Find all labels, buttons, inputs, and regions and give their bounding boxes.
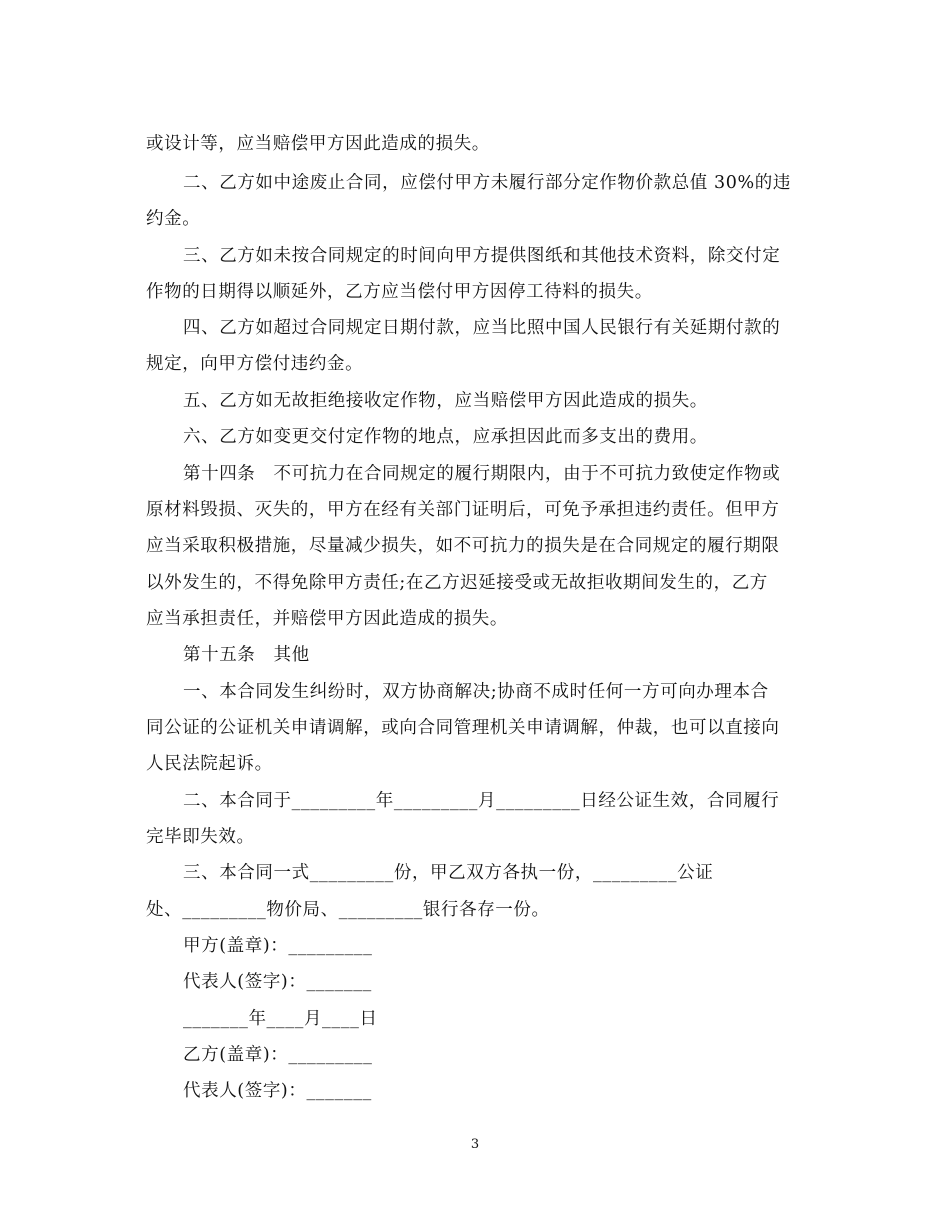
paragraph-line: 五、乙方如无故拒绝接收定作物，应当赔偿甲方因此造成的损失。 [183,391,708,411]
paragraph-line: 人民法院起诉。 [146,754,273,774]
signature-date: _______年____月____日 [183,1009,378,1029]
paragraph-line: 规定，向甲方偿付违约金。 [146,354,364,374]
signature-rep-b: 代表人(签字)：_______ [183,1081,372,1101]
paragraph-line: 以外发生的，不得免除甲方责任;在乙方迟延接受或无故拒收期间发生的，乙方 [146,573,768,593]
paragraph-line: 约金。 [146,209,201,229]
signature-party-b: 乙方(盖章)：_________ [183,1045,373,1065]
paragraph-line: 四、乙方如超过合同规定日期付款，应当比照中国人民银行有关延期付款的 [183,318,781,338]
paragraph-line: 应当承担责任，并赔偿甲方因此造成的损失。 [146,609,508,629]
paragraph-line: 作物的日期得以顺延外，乙方应当偿付甲方因停工待料的损失。 [146,282,653,302]
paragraph-line: 或设计等，应当赔偿甲方因此造成的损失。 [146,134,490,154]
paragraph-line: 应当采取积极措施，尽量减少损失，如不可抗力的损失是在合同规定的履行期限 [146,536,780,556]
paragraph-line: 同公证的公证机关申请调解，或向合同管理机关申请调解，仲裁，也可以直接向 [146,718,780,738]
clause-heading-14: 第十四条 不可抗力在合同规定的履行期限内，由于不可抗力致使定作物或 [183,464,781,484]
paragraph-line: 二、本合同于_________年_________月_________日经公证生效，合同履行 [183,791,780,811]
paragraph-line: 三、乙方如未按合同规定的时间向甲方提供图纸和其他技术资料，除交付定 [183,246,781,266]
paragraph-line: 三、本合同一式_________份，甲乙双方各执一份，_________公证 [183,863,714,883]
paragraph-line: 一、本合同发生纠纷时，双方协商解决;协商不成时任何一方可向办理本合 [183,682,769,702]
paragraph-line: 二、乙方如中途废止合同，应偿付甲方未履行部分定作物价款总值 30%的违 [183,173,791,193]
paragraph-line: 原材料毁损、灭失的，甲方在经有关部门证明后，可免予承担违约责任。但甲方 [146,500,780,520]
paragraph-line: 处、_________物价局、_________银行各存一份。 [146,900,550,920]
paragraph-line: 完毕即失效。 [146,827,255,847]
signature-rep-a: 代表人(签字)：_______ [183,972,372,992]
clause-heading-15: 第十五条 其他 [183,645,310,665]
page-number: 3 [470,1137,480,1152]
signature-party-a: 甲方(盖章)：_________ [183,936,373,956]
paragraph-line: 六、乙方如变更交付定作物的地点，应承担因此而多支出的费用。 [183,427,708,447]
